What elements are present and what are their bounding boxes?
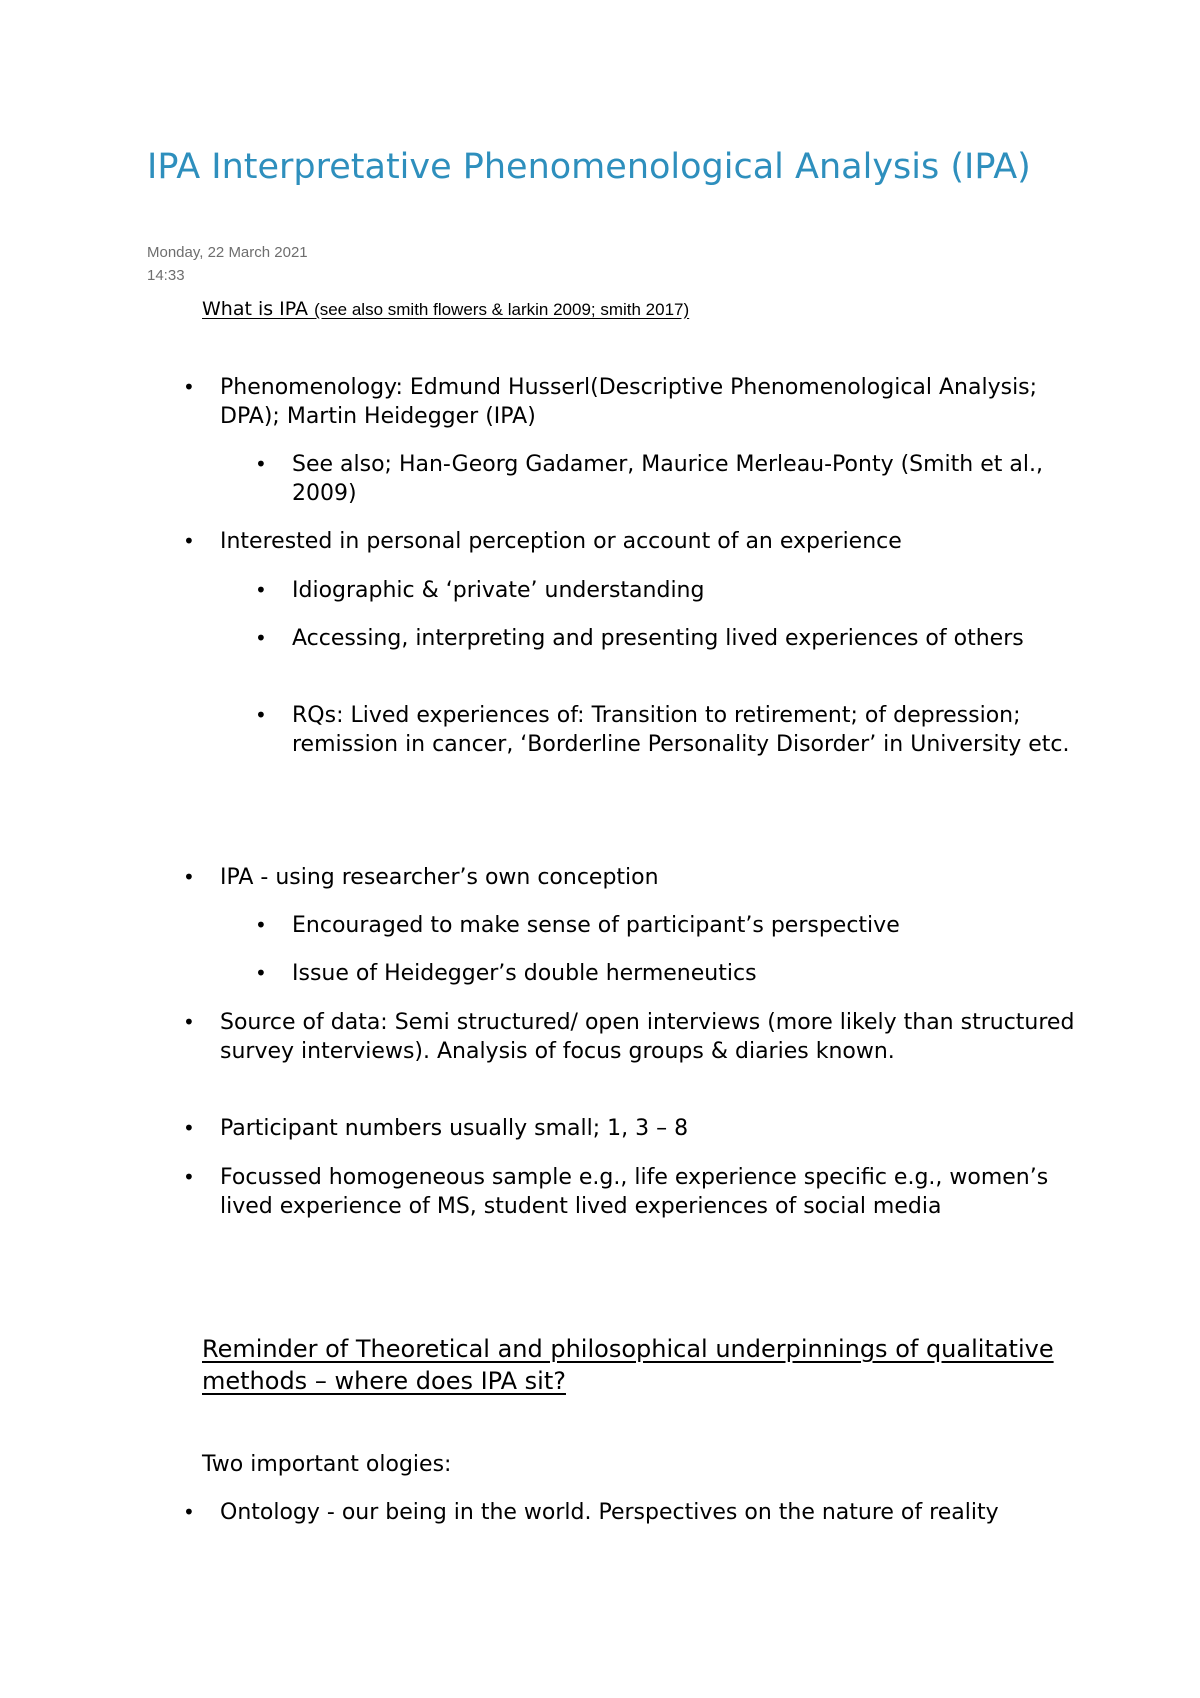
page-date: Monday, 22 March 2021 <box>147 244 308 261</box>
bullet-encouraged: • Encouraged to make sense of participant’s perspective <box>292 912 1082 941</box>
page-title: IPA Interpretative Phenomenological Analysis (IPA) <box>147 147 1031 187</box>
subheading <box>202 296 689 323</box>
bullet-rqs: • RQs: Lived experiences of: Transition to retirement; of depression; remission in cancer, ‘Borderline Personality Disorder’ in University etc. <box>292 702 1082 759</box>
bullet-ontology: • Ontology - our being in the world. Perspectives on the nature of reality <box>220 1499 1080 1528</box>
subheading-main: What is IPA <box>202 298 315 320</box>
bullet-personal-perception: • Interested in personal perception or account of an experience <box>220 528 1080 557</box>
bullet-ipa-conception: • IPA - using researcher’s own conception <box>220 864 1080 893</box>
bullet-accessing: • Accessing, interpreting and presenting lived experiences of others <box>292 625 1082 654</box>
bullet-participant-numbers: • Participant numbers usually small; 1, 3 – 8 <box>220 1115 1080 1144</box>
bullet-double-hermeneutics: • Issue of Heidegger’s double hermeneutics <box>292 960 1082 989</box>
section-heading: Reminder of Theoretical and philosophical underpinnings of qualitative methods – where does IPA sit? <box>202 1335 1054 1395</box>
bullet-focussed-sample: • Focussed homogeneous sample e.g., life experience specific e.g., women’s lived experience of MS, student lived experiences of social media <box>220 1164 1080 1221</box>
bullet-idiographic: • Idiographic & ‘private’ understanding <box>292 577 1082 606</box>
subheading-reference: (see also smith flowers & larkin 2009; smith 2017) <box>314 300 690 319</box>
page-time: 14:33 <box>147 267 185 284</box>
bullet-phenomenology: • Phenomenology: Edmund Husserl(Descriptive Phenomenological Analysis; DPA); Martin Heidegger (IPA) <box>220 374 1080 431</box>
two-ologies-text: Two important ologies: <box>202 1452 452 1477</box>
bullet-source-of-data: • Source of data: Semi structured/ open interviews (more likely than structured survey interviews). Analysis of focus groups & diaries known. <box>220 1009 1080 1066</box>
bullet-see-also: • See also; Han-Georg Gadamer, Maurice Merleau-Ponty (Smith et al., 2009) <box>292 451 1082 508</box>
